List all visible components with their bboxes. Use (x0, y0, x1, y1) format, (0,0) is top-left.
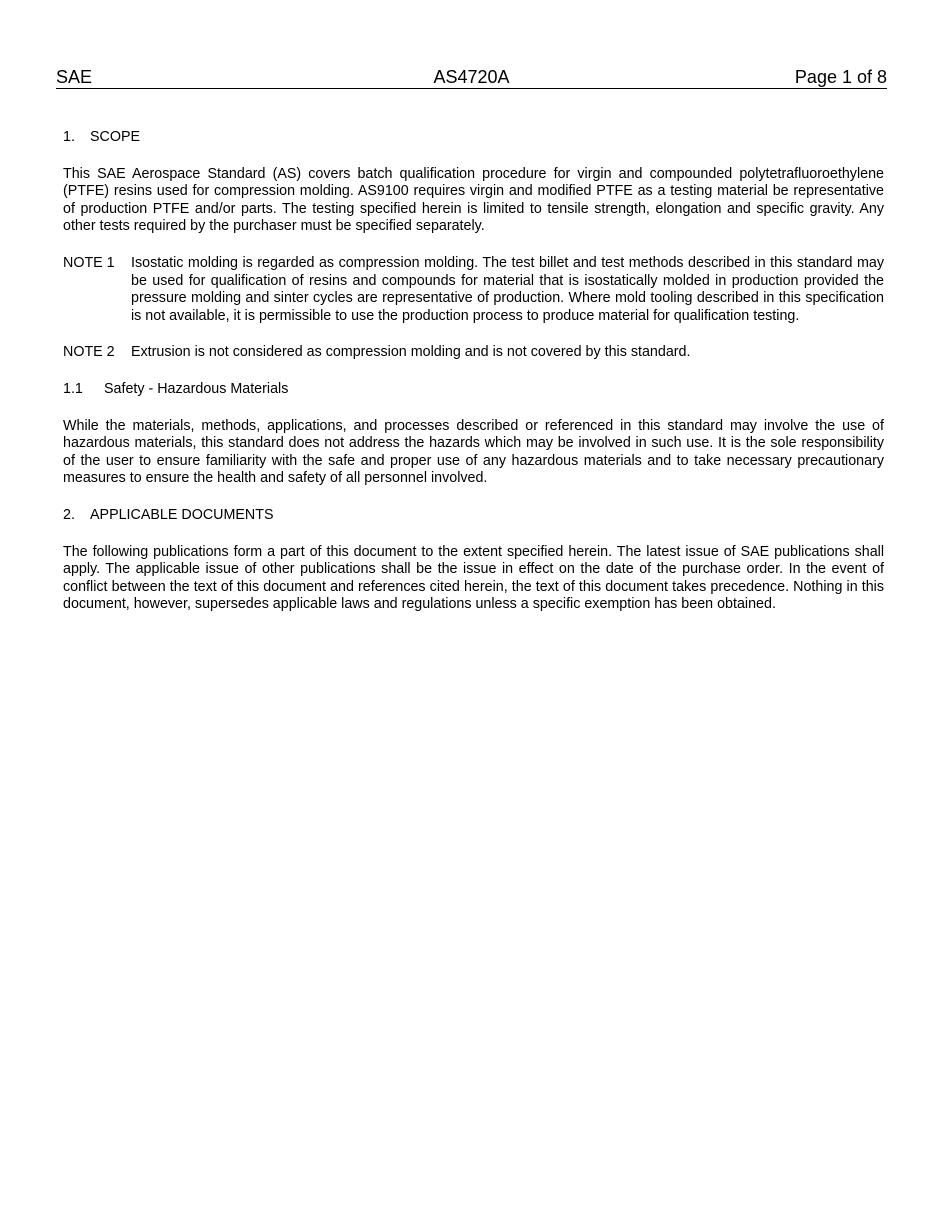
note-label: NOTE 2 (63, 344, 115, 361)
section-title: APPLICABLE DOCUMENTS (90, 506, 274, 523)
header-document-number: AS4720A (433, 67, 510, 87)
header-organization: SAE (56, 67, 93, 87)
page-header (56, 66, 887, 89)
note-text: Extrusion is not considered as compression molding and is not covered by this standard. (131, 344, 691, 361)
safety-paragraph: While the materials, methods, applications, and processes described or referenced in this standard may involve the use of hazardous materials, this standard does not address the hazards which may be involved in such use. It is the sole responsibility of the user to ensure familiarity with the safe and proper use of any hazardous materials and to take necessary precautionary measures to ensure the health and safety of all personnel involved. (63, 417, 884, 487)
section-title: Safety - Hazardous Materials (104, 380, 289, 397)
section-heading-safety (63, 381, 884, 399)
note-text: Isostatic molding is regarded as compression molding. The test billet and test methods described in this standard may be used for qualification of resins and compounds for material that is isostatically molded in production provided the pressure molding and sinter cycles are representative of production. Where mold tooling described in this specification is not available, it is permissible to use the production process to produce material for qualification testing. (131, 254, 884, 324)
section-heading-applicable-documents (63, 507, 884, 525)
section-number: 2. (63, 506, 75, 523)
scope-paragraph: This SAE Aerospace Standard (AS) covers batch qualification procedure for virgin and compounded polytetrafluoroethylene (PTFE) resins used for compression molding. AS9100 requires virgin and modified PTFE as a testing material be representative of production PTFE and/or parts. The testing specified herein is limited to tensile strength, elongation and specific gravity. Any other tests required by the purchaser must be specified separately. (63, 165, 884, 235)
document-body (63, 129, 884, 633)
header-page-number: Page 1 of 8 (794, 67, 887, 87)
note-label: NOTE 1 (63, 254, 115, 271)
note-2 (63, 344, 884, 362)
section-heading-scope (63, 129, 884, 147)
section-number: 1. (63, 129, 75, 145)
section-number: 1.1 (63, 380, 83, 397)
section-title: SCOPE (90, 129, 141, 145)
applicable-documents-paragraph: The following publications form a part of this document to the extent specified herein. The latest issue of SAE publications shall apply. The applicable issue of other publications shall be the issue in effect on the date of the purchase order. In the event of conflict between the text of this document and references cited herein, the text of this document takes precedence. Nothing in this document, however, supersedes applicable laws and regulations unless a specific exemption has been obtained. (63, 543, 884, 613)
note-1 (63, 255, 884, 325)
